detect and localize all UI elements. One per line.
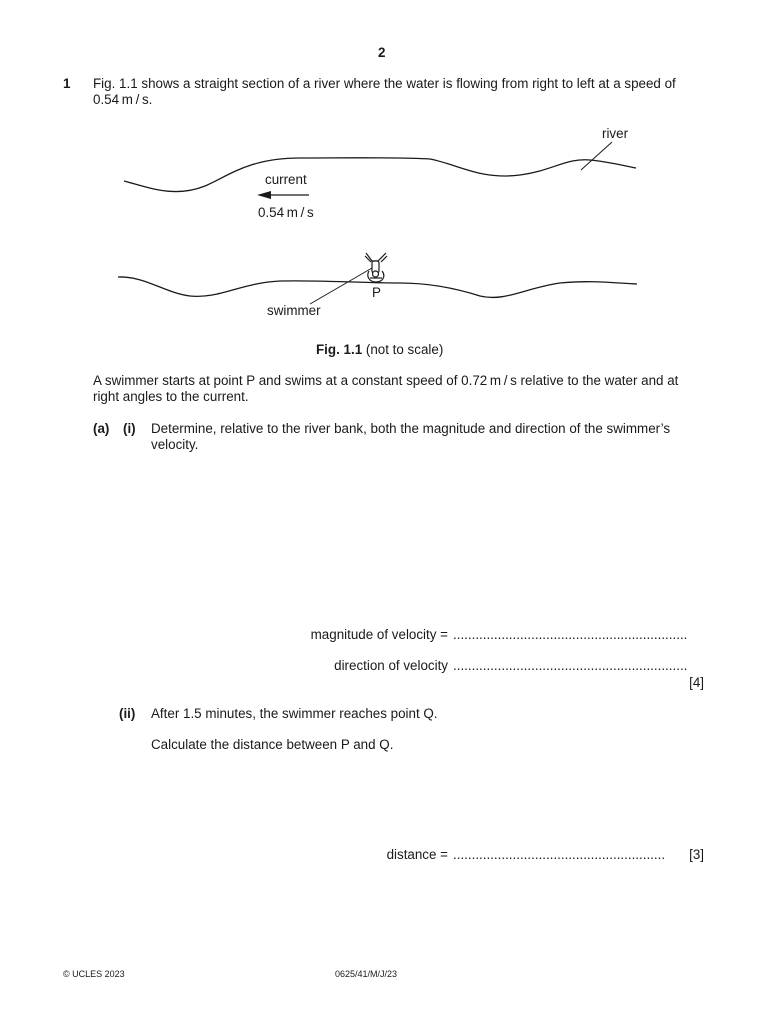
swimmer-icon (365, 253, 387, 282)
setup-paragraph: A swimmer starts at point P and swims at a constant speed of 0.72 m / s relative to the water and at right angles to the current. (93, 373, 679, 404)
current-arrow (257, 191, 309, 199)
part-a-i-text: Determine, relative to the river bank, both the magnitude and direction of the swimmer’s velocity. (151, 421, 671, 452)
swimmer-label-pointer (310, 268, 372, 304)
part-a-ii-instruction: Calculate the distance between P and Q. (151, 737, 394, 752)
river-bank-top (124, 158, 636, 192)
marks-a-i: [4] (689, 675, 704, 690)
label-current-speed: 0.54 m / s (258, 205, 314, 220)
distance-label: distance = (386, 847, 448, 862)
distance-answer-line[interactable]: ......................................................... (453, 847, 666, 862)
question-intro: Fig. 1.1 shows a straight section of a river where the water is flowing from right to left at a speed of 0.54 m / s. (93, 76, 676, 107)
part-a-ii-text: After 1.5 minutes, the swimmer reaches point Q. (151, 706, 438, 721)
page-number: 2 (378, 45, 386, 60)
label-point-p: P (372, 285, 381, 300)
footer-paper-code: 0625/41/M/J/23 (335, 969, 398, 979)
label-current: current (265, 172, 307, 187)
label-river: river (602, 126, 629, 141)
direction-answer-line[interactable]: ............................................................... (453, 658, 688, 673)
magnitude-answer-line[interactable]: ............................................................... (453, 627, 688, 642)
label-swimmer: swimmer (267, 303, 321, 318)
figure-caption-note: (not to scale) (365, 342, 444, 357)
magnitude-label: magnitude of velocity = (310, 627, 448, 642)
part-a-ii-label: (ii) (119, 706, 136, 721)
part-a-label: (a) (93, 421, 110, 436)
figure-caption-number: Fig. 1.1 (316, 342, 363, 357)
footer-copyright: © UCLES 2023 (63, 969, 125, 979)
direction-label: direction of velocity (334, 658, 448, 673)
figure-caption (316, 342, 443, 357)
question-number: 1 (63, 76, 71, 91)
marks-a-ii: [3] (689, 847, 704, 862)
river-label-pointer (581, 142, 612, 170)
part-a-i-label: (i) (123, 421, 136, 436)
